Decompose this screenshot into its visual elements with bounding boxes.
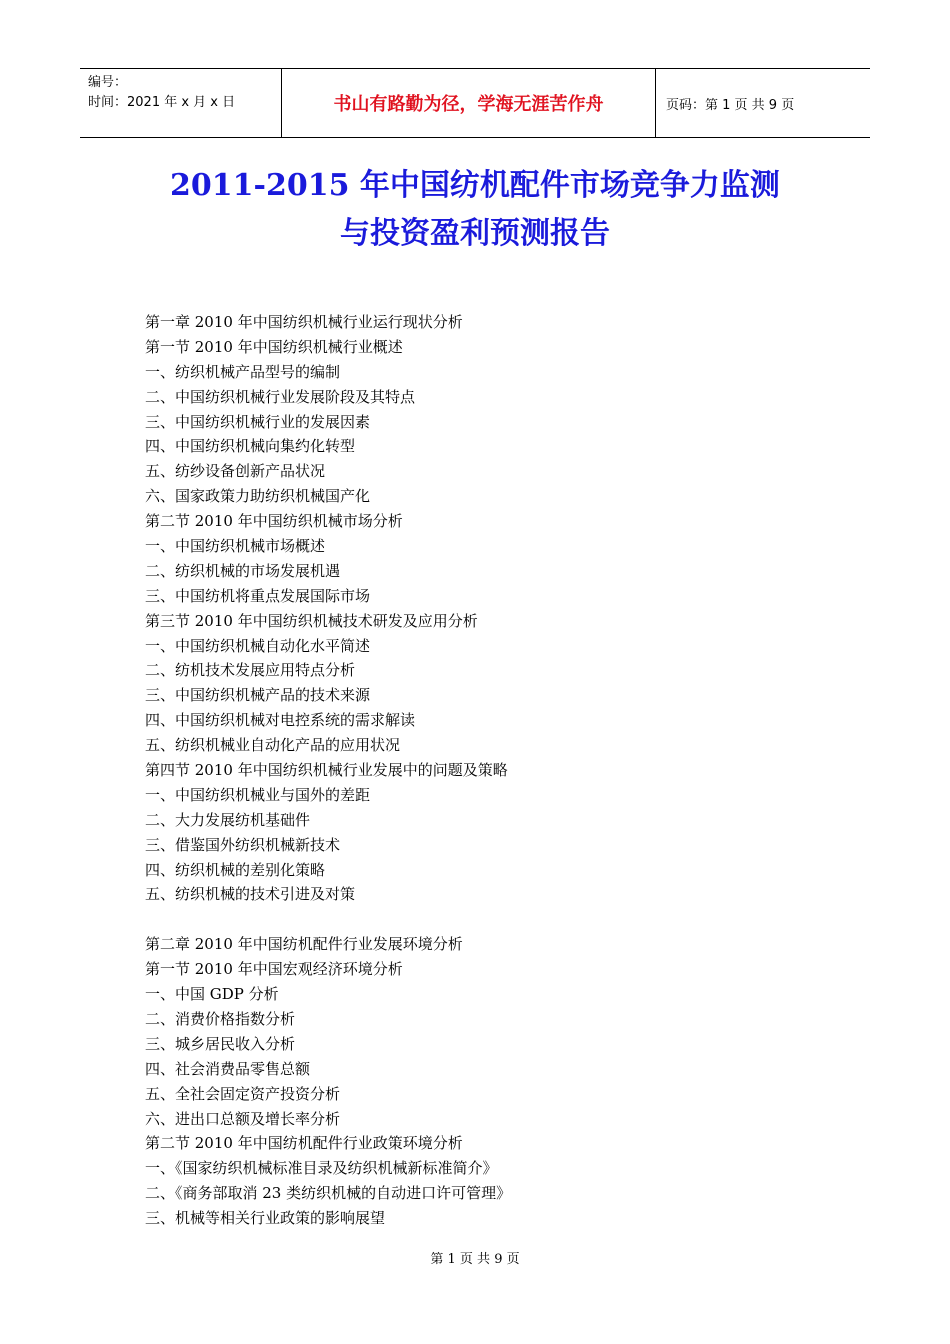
page-footer: 第 1 页 共 9 页 (430, 1252, 520, 1267)
document-title (0, 162, 950, 258)
toc-item: 二、大力发展纺机基础件 (145, 810, 311, 829)
toc-item: 三、机械等相关行业政策的影响展望 (145, 1209, 386, 1228)
header-motto: 书山有路勤为径，学海无涯苦作舟 (282, 69, 656, 137)
toc-item: 二、消费价格指数分析 (145, 1009, 296, 1028)
toc-item: 四、中国纺织机械向集约化转型 (145, 437, 356, 456)
header-page-info: 页码：第 1 页 共 9 页 (666, 97, 795, 113)
header-time: 时间：2021 年 x 月 x 日 (88, 95, 236, 110)
toc-item: 一、中国纺织机械市场概述 (145, 537, 326, 556)
toc-item: 一、中国 GDP 分析 (145, 985, 279, 1004)
toc-item: 二、《商务部取消 23 类纺织机械的自动进口许可管理》 (145, 1184, 512, 1203)
toc-spacer (145, 907, 845, 932)
toc-item: 第一节 2010 年中国宏观经济环境分析 (145, 960, 403, 979)
toc-item: 五、全社会固定资产投资分析 (145, 1084, 341, 1103)
toc-item: 第三节 2010 年中国纺织机械技术研发及应用分析 (145, 611, 478, 630)
toc-item: 三、中国纺织机械产品的技术来源 (145, 686, 371, 705)
toc-item: 三、中国纺机将重点发展国际市场 (145, 586, 371, 605)
toc-item: 第二章 2010 年中国纺机配件行业发展环境分析 (145, 935, 463, 954)
header-number: 编号： (88, 75, 128, 90)
title-line-1: 2011-2015 年中国纺机配件市场竞争力监测 (170, 168, 780, 203)
table-of-contents (145, 310, 845, 1231)
toc-item: 三、中国纺织机械行业的发展因素 (145, 412, 371, 431)
toc-item: 一、纺织机械产品型号的编制 (145, 362, 341, 381)
toc-item: 第四节 2010 年中国纺织机械行业发展中的问题及策略 (145, 761, 508, 780)
title-line-2: 与投资盈利预测报告 (340, 216, 610, 251)
toc-item: 二、纺织机械的市场发展机遇 (145, 561, 341, 580)
toc-item: 五、纺纱设备创新产品状况 (145, 462, 326, 481)
toc-item: 四、社会消费品零售总额 (145, 1059, 311, 1078)
toc-item: 五、纺织机械的技术引进及对策 (145, 885, 356, 904)
toc-item: 五、纺织机械业自动化产品的应用状况 (145, 736, 401, 755)
toc-item: 第一章 2010 年中国纺织机械行业运行现状分析 (145, 313, 463, 331)
toc-item: 第一节 2010 年中国纺织机械行业概述 (145, 337, 403, 356)
toc-item: 六、国家政策力助纺织机械国产化 (145, 487, 371, 506)
toc-item: 一、中国纺织机械业与国外的差距 (145, 785, 371, 804)
toc-item: 六、进出口总额及增长率分析 (145, 1109, 341, 1128)
toc-item: 三、城乡居民收入分析 (145, 1034, 296, 1053)
toc-item: 第二节 2010 年中国纺机配件行业政策环境分析 (145, 1134, 463, 1153)
toc-item: 第二节 2010 年中国纺织机械市场分析 (145, 512, 403, 531)
toc-item: 一、中国纺织机械自动化水平简述 (145, 636, 371, 655)
page-header (80, 68, 870, 138)
toc-item: 四、纺织机械的差别化策略 (145, 860, 326, 879)
toc-item: 一、《国家纺织机械标准目录及纺织机械新标准简介》 (145, 1159, 498, 1178)
toc-item: 四、中国纺织机械对电控系统的需求解读 (145, 711, 416, 730)
toc-item: 三、借鉴国外纺织机械新技术 (145, 835, 341, 854)
toc-item: 二、纺机技术发展应用特点分析 (145, 661, 356, 680)
toc-item: 二、中国纺织机械行业发展阶段及其特点 (145, 387, 416, 406)
header-meta (80, 69, 282, 137)
